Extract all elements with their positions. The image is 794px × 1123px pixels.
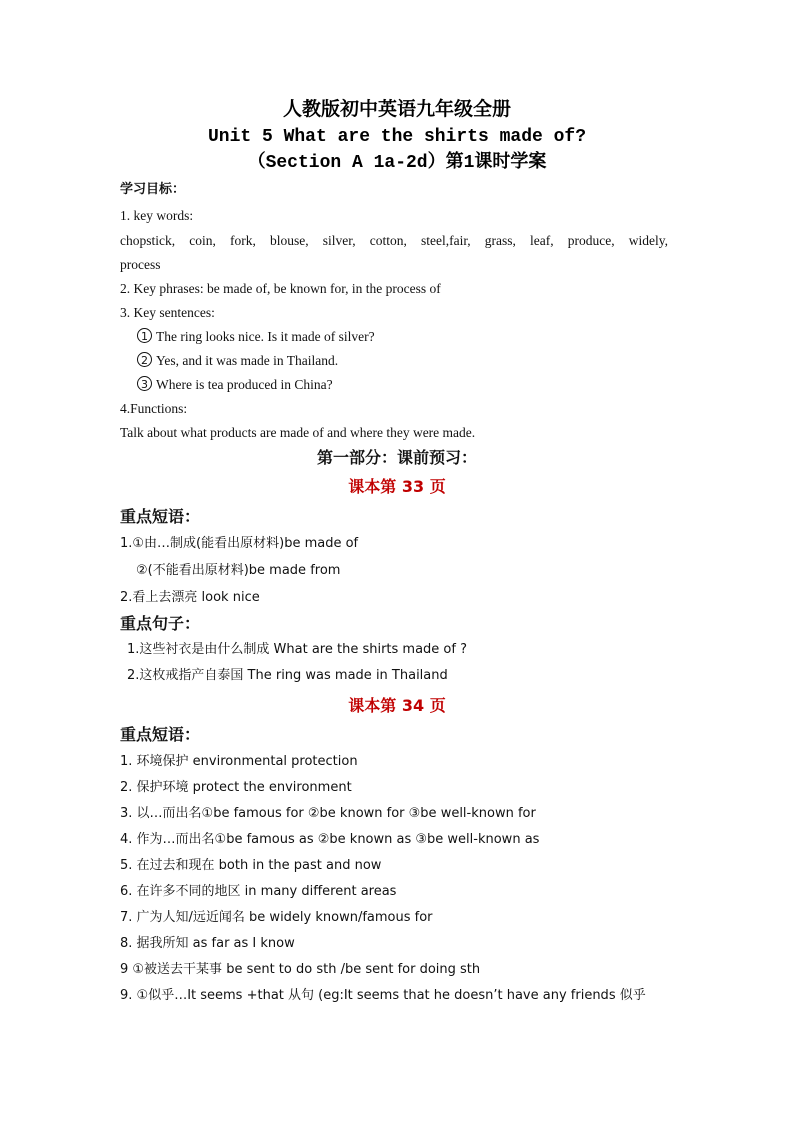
section-title: （Section A 1a-2d）第1课时学案 (247, 153, 547, 173)
circled-number: 3 (137, 376, 152, 391)
key-sentences-label: 3. Key sentences: (120, 305, 215, 320)
phrase-item: 5. 在过去和现在 both in the past and now (120, 858, 382, 873)
phrase-item: 6. 在许多不同的地区 in many different areas (120, 884, 397, 899)
phrase-item: 9. ①似乎…It seems +that 从句 (eg:It seems that he doesn’t have any friends 似乎 (120, 988, 646, 1003)
key-words-label: 1. key words: (120, 208, 194, 223)
phrase-item: 2.看上去漂亮 look nice (120, 590, 260, 605)
phrase-item: 1. 环境保护 environmental protection (120, 754, 358, 769)
key-phrases-heading-2: 重点短语： (120, 725, 201, 744)
sentence-item: 1.这些衬衣是由什么制成 What are the shirts made of ? (127, 642, 467, 657)
key-phrases-heading: 重点短语： (120, 507, 201, 526)
key-phrases: 2. Key phrases: be made of, be known for, in the process of (120, 281, 441, 296)
objectives-label: 学习目标： (120, 182, 186, 197)
phrase-item: 9 ①被送去干某事 be sent to do sth /be sent for doing sth (120, 962, 481, 977)
key-sentences-heading: 重点句子： (120, 614, 201, 633)
part1-heading: 第一部分：课前预习： (316, 448, 477, 467)
sentence-item: 2.这枚戒指产自泰国 The ring was made in Thailand (127, 668, 448, 683)
key-sentence-1: 1 The ring looks nice. Is it made of silver? (137, 327, 697, 347)
key-sentence-2: 2 Yes, and it was made in Thailand. (137, 351, 697, 371)
phrase-item: 2. 保护环境 protect the environment (120, 780, 352, 795)
phrase-item: ②(不能看出原材料)be made from (136, 563, 341, 578)
textbook-page-34: 课本第 34 页 (348, 696, 446, 715)
key-words-list-cont: process (120, 257, 161, 272)
document-title: 人教版初中英语九年级全册 (282, 98, 511, 120)
phrase-item: 4. 作为…而出名①be famous as ②be known as ③be well-known as (120, 832, 540, 847)
key-sentence-3: 3 Where is tea produced in China? (137, 375, 697, 395)
unit-title: Unit 5 What are the shirts made of? (207, 127, 587, 147)
phrase-item: 1.①由…制成(能看出原材料)be made of (120, 536, 359, 551)
functions-text: Talk about what products are made of and where they were made. (120, 425, 476, 440)
phrase-item: 8. 据我所知 as far as I know (120, 936, 295, 951)
phrase-item: 3. 以…而出名①be famous for ②be known for ③be well-known for (120, 806, 536, 821)
circled-number: 2 (137, 352, 152, 367)
circled-number: 1 (137, 328, 152, 343)
phrase-item: 7. 广为人知/远近闻名 be widely known/famous for (120, 910, 433, 925)
textbook-page-33: 课本第 33 页 (348, 477, 446, 496)
functions-label: 4.Functions: (120, 401, 188, 416)
key-words-list: chopstick, coin, fork, blouse, silver, cotton, steel,fair, grass, leaf, produce, widely, (120, 233, 668, 248)
